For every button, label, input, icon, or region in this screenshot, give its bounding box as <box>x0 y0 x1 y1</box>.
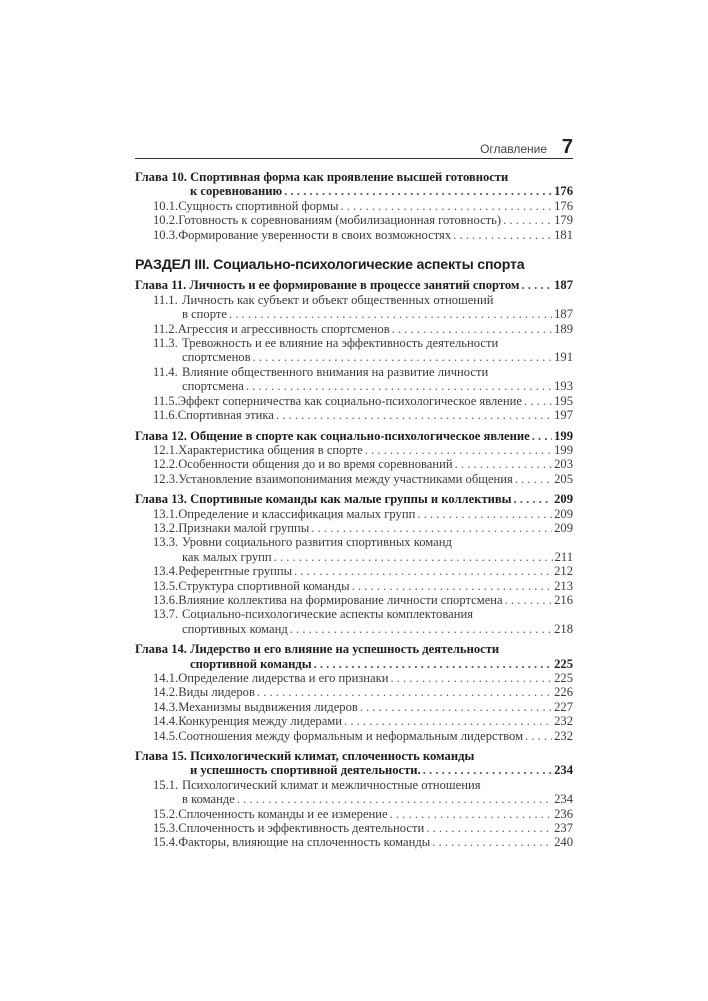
dot-leader <box>390 671 552 685</box>
entry-number: 13.4. <box>153 564 179 579</box>
subsection-entry[interactable] <box>135 443 573 457</box>
toc-chapter <box>135 278 573 422</box>
entry-page: 236 <box>554 806 573 821</box>
subsection-entry[interactable] <box>135 535 573 564</box>
dot-leader <box>365 443 552 457</box>
entry-title: к соревнованию <box>190 184 283 199</box>
entry-title: Глава 12. Общение в спорте как социально-психологическое явление <box>135 428 530 443</box>
toc-line <box>135 749 573 763</box>
entry-number: 13.5. <box>153 578 179 593</box>
subsection-entry[interactable] <box>135 778 573 807</box>
entry-page: 211 <box>554 549 573 564</box>
subsection-entry[interactable] <box>135 729 573 743</box>
subsection-entry[interactable] <box>135 671 573 685</box>
chapter-entry[interactable] <box>135 278 573 292</box>
entry-page: 195 <box>554 393 573 408</box>
toc-line <box>135 729 573 743</box>
entry-title: Сплоченность и эффективность деятельности <box>178 821 425 836</box>
toc-line <box>135 521 573 535</box>
running-header-title: Оглавление <box>480 142 547 156</box>
entry-title: Особенности общения до и во время соревнований <box>178 457 453 472</box>
toc-line <box>135 408 573 422</box>
dot-leader <box>455 457 552 471</box>
subsection-entry[interactable] <box>135 213 573 227</box>
subsection-entry[interactable] <box>135 579 573 593</box>
entry-page: 199 <box>554 442 573 457</box>
entry-number: 12.1. <box>153 442 179 457</box>
entry-page: 189 <box>554 321 573 336</box>
entry-number: 12.3. <box>153 471 179 486</box>
entry-number: 10.1. <box>153 198 179 213</box>
entry-number: 10.2. <box>153 213 179 228</box>
dot-leader <box>284 184 552 198</box>
entry-number: 11.5. <box>153 393 178 408</box>
entry-page: 218 <box>554 621 573 636</box>
dot-leader <box>505 593 552 607</box>
toc-line <box>135 579 573 593</box>
dot-leader <box>522 278 553 292</box>
entry-page: 193 <box>554 379 573 394</box>
toc-line <box>135 170 573 184</box>
chapter-entry[interactable] <box>135 492 573 506</box>
entry-title: спортсменов <box>182 350 251 365</box>
toc-line <box>135 472 573 486</box>
dot-leader <box>390 807 552 821</box>
subsection-entry[interactable] <box>135 293 573 322</box>
subsection-entry[interactable] <box>135 457 573 471</box>
entry-page: 181 <box>554 227 573 242</box>
entry-number: 14.3. <box>153 699 179 714</box>
toc-line <box>135 607 573 621</box>
subsection-entry[interactable] <box>135 700 573 714</box>
entry-page: 227 <box>554 699 573 714</box>
entry-title: Уровни социального развития спортивных команд <box>182 535 452 550</box>
dot-leader <box>503 213 552 227</box>
entry-page: 191 <box>554 350 573 365</box>
toc-line <box>135 622 573 636</box>
dot-leader <box>253 350 553 364</box>
dot-leader <box>276 408 552 422</box>
entry-number: 14.2. <box>153 685 179 700</box>
entry-title: Социально-психологические аспекты комплектования <box>182 607 473 622</box>
toc-line <box>135 365 573 379</box>
dot-leader <box>417 507 552 521</box>
entry-page: 225 <box>554 656 573 671</box>
toc-chapter <box>135 749 573 850</box>
entry-number: 13.1. <box>153 506 179 521</box>
dot-leader <box>532 429 552 443</box>
toc-line <box>135 792 573 806</box>
entry-title: спортивной команды <box>190 656 312 671</box>
entry-page: 213 <box>554 578 573 593</box>
dot-leader <box>290 622 552 636</box>
entry-page: 237 <box>554 821 573 836</box>
toc-line <box>135 213 573 227</box>
toc-line <box>135 642 573 656</box>
toc-line <box>135 307 573 321</box>
entry-number: 13.6. <box>153 592 179 607</box>
subsection-entry[interactable] <box>135 336 573 365</box>
entry-title: Спортивная этика <box>177 408 274 423</box>
entry-title: Психологический климат и межличностные отношения <box>182 777 481 792</box>
dot-leader <box>515 472 552 486</box>
toc-chapter <box>135 429 573 487</box>
toc-line <box>135 443 573 457</box>
entry-title: Эффект соперничества как социально-психологическое явление <box>177 393 522 408</box>
toc-chapter <box>135 642 573 743</box>
entry-number: 13.3. <box>153 535 179 550</box>
entry-title: в спорте <box>182 307 227 322</box>
entry-page: 212 <box>554 564 573 579</box>
entry-page: 205 <box>554 471 573 486</box>
entry-number: 11.6. <box>153 408 178 423</box>
entry-title: как малых групп <box>182 549 272 564</box>
toc-line <box>135 457 573 471</box>
entry-title: Сущность спортивной формы <box>178 198 339 213</box>
entry-title: Личность как субъект и объект общественных отношений <box>182 292 494 307</box>
table-of-contents <box>135 170 573 850</box>
dot-leader <box>453 228 552 242</box>
subsection-entry[interactable] <box>135 521 573 535</box>
subsection-entry[interactable] <box>135 322 573 336</box>
entry-number: 15.3. <box>153 821 179 836</box>
subsection-entry[interactable] <box>135 472 573 486</box>
entry-page: 203 <box>554 457 573 472</box>
section-heading: РАЗДЕЛ III. Социально-психологические аспекты спорта <box>135 257 525 274</box>
toc-chapter <box>135 170 573 242</box>
dot-leader <box>340 199 552 213</box>
entry-page: 179 <box>554 213 573 228</box>
entry-page: 187 <box>554 307 573 322</box>
entry-page: 232 <box>554 728 573 743</box>
chapter-entry[interactable] <box>135 749 573 778</box>
entry-number: 11.2. <box>153 321 178 336</box>
entry-number: 11.3. <box>153 336 178 351</box>
toc-line <box>135 835 573 849</box>
toc-line <box>135 293 573 307</box>
dot-leader <box>246 379 552 393</box>
dot-leader <box>352 579 552 593</box>
toc-line <box>135 778 573 792</box>
chapter-entry[interactable] <box>135 170 573 199</box>
entry-title: Глава 11. Личность и ее формирование в процессе занятий спортом <box>135 278 520 293</box>
dot-leader <box>524 394 552 408</box>
entry-page: 216 <box>554 592 573 607</box>
toc-line <box>135 350 573 364</box>
entry-title: в команде <box>182 792 235 807</box>
toc-line <box>135 379 573 393</box>
subsection-entry[interactable] <box>135 228 573 242</box>
entry-title: Определение и классификация малых групп <box>178 506 416 521</box>
entry-number: 14.4. <box>153 714 179 729</box>
subsection-entry[interactable] <box>135 394 573 408</box>
subsection-entry[interactable] <box>135 408 573 422</box>
dot-leader <box>426 821 552 835</box>
entry-page: 240 <box>554 835 573 850</box>
entry-number: 15.4. <box>153 835 179 850</box>
entry-title: Факторы, влияющие на сплоченность команды <box>178 835 431 850</box>
toc-line <box>135 657 573 671</box>
dot-leader <box>314 657 553 671</box>
toc-line <box>135 763 573 777</box>
entry-title: Конкуренция между лидерами <box>178 714 343 729</box>
toc-line <box>135 228 573 242</box>
toc-line <box>135 671 573 685</box>
subsection-entry[interactable] <box>135 807 573 821</box>
entry-title: Виды лидеров <box>178 685 255 700</box>
toc-line <box>135 507 573 521</box>
toc-line <box>135 278 573 292</box>
subsection-entry[interactable] <box>135 365 573 394</box>
entry-page: 232 <box>554 714 573 729</box>
entry-page: 176 <box>554 198 573 213</box>
toc-line <box>135 700 573 714</box>
toc-line <box>135 821 573 835</box>
entry-title: и успешность спортивной деятельности. <box>190 763 421 778</box>
subsection-entry[interactable] <box>135 507 573 521</box>
entry-number: 15.2. <box>153 806 179 821</box>
entry-title: Тревожность и ее влияние на эффективность деятельности <box>182 336 499 351</box>
entry-title: Определение лидерства и его признаки <box>178 671 389 685</box>
entry-title: Референтные группы <box>178 564 293 579</box>
toc-line <box>135 184 573 198</box>
entry-page: 187 <box>554 278 573 293</box>
entry-title: Формирование уверенности в своих возможностях <box>178 227 452 242</box>
dot-leader <box>514 492 553 506</box>
dot-leader <box>237 792 552 806</box>
entry-number: 11.4. <box>153 364 178 379</box>
toc-line <box>135 593 573 607</box>
entry-title: Структура спортивной команды <box>178 578 350 593</box>
entry-title: Готовность к соревнованиям (мобилизационная готовность) <box>178 213 502 228</box>
entry-title: Глава 14. Лидерство и его влияние на успешность деятельности <box>135 642 500 657</box>
entry-page: 209 <box>554 506 573 521</box>
entry-page: 226 <box>554 685 573 700</box>
dot-leader <box>294 564 552 578</box>
subsection-entry[interactable] <box>135 821 573 835</box>
dot-leader <box>229 307 552 321</box>
entry-page: 176 <box>554 184 573 199</box>
toc-line <box>135 199 573 213</box>
toc-line <box>135 394 573 408</box>
entry-number: 13.7. <box>153 607 179 622</box>
entry-page: 209 <box>554 492 573 507</box>
dot-leader <box>257 685 552 699</box>
entry-title: спортсмена <box>182 379 244 394</box>
entry-title: Установление взаимопонимания между участниками общения <box>178 471 513 486</box>
toc-chapter <box>135 492 573 636</box>
chapter-entry[interactable] <box>135 429 573 443</box>
dot-leader <box>274 550 553 564</box>
entry-page: 209 <box>554 520 573 535</box>
entry-number: 13.2. <box>153 520 179 535</box>
entry-page: 199 <box>554 428 573 443</box>
entry-title: Агрессия и агрессивность спортсменов <box>177 321 390 336</box>
subsection-entry[interactable] <box>135 593 573 607</box>
dot-leader <box>423 763 552 777</box>
entry-title: Влияние коллектива на формирование личности спортсмена <box>178 592 503 607</box>
toc-line <box>135 322 573 336</box>
entry-title: Сплоченность команды и ее измерение <box>178 806 388 821</box>
dot-leader <box>344 714 552 728</box>
entry-title: Глава 10. Спортивная форма как проявление высшей готовности <box>135 170 509 184</box>
dot-leader <box>311 521 552 535</box>
toc-line <box>135 336 573 350</box>
entry-number: 10.3. <box>153 227 179 242</box>
entry-number: 12.2. <box>153 457 179 472</box>
entry-page: 234 <box>554 763 573 778</box>
entry-page: 225 <box>554 671 573 685</box>
entry-title: Глава 13. Спортивные команды как малые группы и коллективы <box>135 492 512 507</box>
toc-line <box>135 535 573 549</box>
entry-title: Соотношения между формальным и неформальным лидерством <box>178 728 524 743</box>
toc-line <box>135 492 573 506</box>
chapter-entry[interactable] <box>135 642 573 671</box>
dot-leader <box>432 835 552 849</box>
running-header <box>135 138 573 159</box>
toc-line <box>135 429 573 443</box>
entry-number: 11.1. <box>153 292 178 307</box>
entry-title: Глава 15. Психологический климат, сплоченность команды <box>135 749 475 764</box>
entry-title: Характеристика общения в спорте <box>178 442 363 457</box>
entry-page: 234 <box>554 792 573 807</box>
entry-page: 197 <box>554 408 573 423</box>
entry-number: 14.1. <box>153 671 179 685</box>
subsection-entry[interactable] <box>135 835 573 849</box>
entry-number: 15.1. <box>153 777 179 792</box>
entry-number: 14.5. <box>153 728 179 743</box>
subsection-entry[interactable] <box>135 685 573 699</box>
toc-line <box>135 714 573 728</box>
entry-title: Влияние общественного внимания на развитие личности <box>182 364 489 379</box>
toc-line <box>135 807 573 821</box>
subsection-entry[interactable] <box>135 199 573 213</box>
toc-line <box>135 564 573 578</box>
subsection-entry[interactable] <box>135 607 573 636</box>
entry-title: спортивных команд <box>182 621 288 636</box>
toc-line <box>135 550 573 564</box>
subsection-entry[interactable] <box>135 564 573 578</box>
toc-line <box>135 685 573 699</box>
subsection-entry[interactable] <box>135 714 573 728</box>
dot-leader <box>392 322 552 336</box>
entry-title: Механизмы выдвижения лидеров <box>178 699 358 714</box>
dot-leader <box>525 729 552 743</box>
entry-title: Признаки малой группы <box>178 520 310 535</box>
page-number: 7 <box>561 136 573 158</box>
dot-leader <box>360 700 552 714</box>
